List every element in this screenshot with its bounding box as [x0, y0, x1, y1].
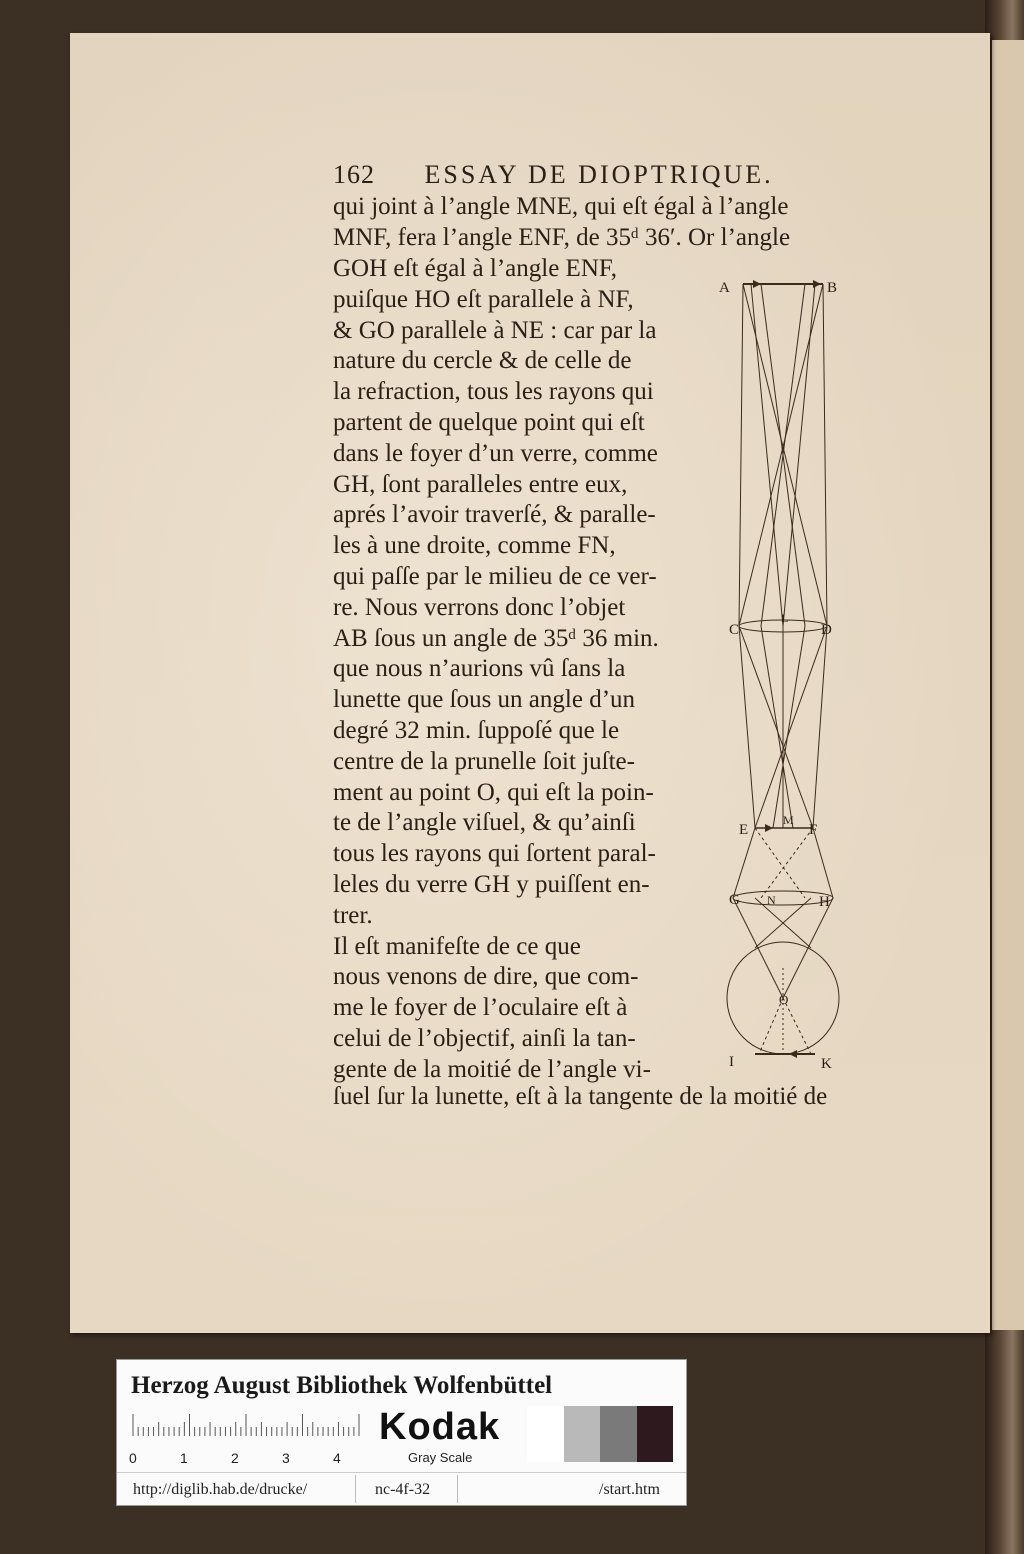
- diagram-label-H: H: [819, 894, 830, 910]
- text-line: qui paſſe par le milieu de ce ver-: [333, 563, 657, 590]
- text-line: aprés l’avoir traverſé, & paralle-: [333, 501, 656, 529]
- text-line: te de l’angle viſuel, & qu’ainſi: [333, 809, 636, 837]
- diagram-label-C: C: [729, 622, 740, 638]
- library-target-card: [116, 1359, 687, 1506]
- text-line: celui de l’objectif, ainſi la tan-: [333, 1025, 636, 1052]
- diagram-label-K: K: [821, 1056, 832, 1072]
- text-line: partent de quelque point qui eſt: [333, 409, 645, 436]
- running-title: ESSAY DE DIOPTRIQUE.: [424, 160, 774, 189]
- text-line: centre de la prunelle ſoit juſte-: [333, 747, 635, 775]
- text-line: la refraction, tous les rayons qui: [333, 378, 654, 406]
- diagram-label-N: N: [767, 893, 776, 907]
- diagram-label-B: B: [827, 280, 838, 296]
- ruler-number: 2: [231, 1450, 239, 1466]
- shelfmark: nc-4f-32: [375, 1481, 431, 1498]
- text-line: qui joint à l’angle MNE, qui eſt égal à l’angle: [333, 193, 789, 220]
- diagram-label-L: L: [781, 611, 789, 625]
- diagram-label-A: A: [719, 280, 730, 296]
- library-name: Herzog August Bibliothek Wolfenbüttel: [131, 1372, 553, 1399]
- text-line: GH, ſont paralleles entre eux,: [333, 470, 628, 498]
- text-line: gente de la moitié de l’angle vi-: [333, 1055, 651, 1083]
- text-line: Il eſt manifeſte de ce que: [333, 932, 581, 960]
- telescope-ray-diagram: [715, 268, 855, 1076]
- text-line: MNF, fera l’angle ENF, de 35ᵈ 36′. Or l’angle: [333, 224, 791, 251]
- text-line: re. Nous verrons donc l’objet: [333, 593, 626, 621]
- text-line: nature du cercle & de celle de: [333, 347, 632, 375]
- url-right: /start.htm: [599, 1481, 660, 1498]
- text-line: ment au point O, qui eſt la poin-: [333, 778, 654, 806]
- text-line: tous les rayons qui ſortent paral-: [333, 840, 656, 868]
- text-line: ſuel ſur la lunette, eſt à la tangente de la moitié de: [333, 1083, 828, 1110]
- diagram-label-E: E: [739, 822, 749, 838]
- text-line: & GO parallele à NE : car par la: [333, 316, 657, 344]
- text-line: degré 32 min. ſuppoſé que le: [333, 717, 620, 744]
- text-line: leles du verre GH y puiſſent en-: [333, 871, 650, 898]
- measurement-ruler: [131, 1412, 361, 1436]
- divider: [457, 1475, 458, 1503]
- adjacent-page-edge: [992, 40, 1024, 1330]
- text-line: puiſque HO eſt parallele à NF,: [333, 285, 634, 313]
- kodak-logo: Kodak: [379, 1406, 501, 1448]
- text-line: lunette que ſous un angle d’un: [333, 686, 636, 714]
- divider: [355, 1475, 356, 1503]
- diagram-label-M: M: [783, 813, 794, 827]
- gray-swatch: [527, 1406, 564, 1462]
- page-number: 162: [333, 160, 375, 189]
- text-line: me le foyer de l’oculaire eſt à: [333, 994, 628, 1022]
- text-line: les à une droite, comme FN,: [333, 532, 616, 560]
- gray-swatch: [600, 1406, 637, 1462]
- text-line: AB ſous un angle de 35ᵈ 36 min.: [333, 624, 659, 652]
- gray-swatch: [637, 1406, 674, 1462]
- diagram-label-D: D: [821, 622, 832, 638]
- text-line: dans le foyer d’un verre, comme: [333, 439, 658, 467]
- url-left: http://diglib.hab.de/drucke/: [133, 1481, 308, 1498]
- gray-swatch: [564, 1406, 601, 1462]
- running-header: [333, 160, 774, 190]
- diagram-label-G: G: [729, 892, 740, 908]
- diagram-label-O: O: [779, 992, 789, 1007]
- ruler-number: 0: [129, 1450, 137, 1466]
- text-line: que nous n’aurions vû ſans la: [333, 655, 626, 683]
- diagram-label-F: F: [809, 822, 818, 838]
- grayscale-label: Gray Scale: [408, 1450, 473, 1465]
- gray-scale-swatches: [527, 1406, 673, 1462]
- diagram-label-I: I: [729, 1054, 734, 1070]
- text-line: nous venons de dire, que com-: [333, 963, 639, 991]
- text-line: GOH eſt égal à l’angle ENF,: [333, 255, 618, 282]
- ruler-number: 1: [180, 1450, 188, 1466]
- url-row: [117, 1472, 686, 1506]
- text-line: trer.: [333, 901, 373, 929]
- ruler-number: 3: [282, 1450, 290, 1466]
- ruler-number: 4: [333, 1450, 341, 1466]
